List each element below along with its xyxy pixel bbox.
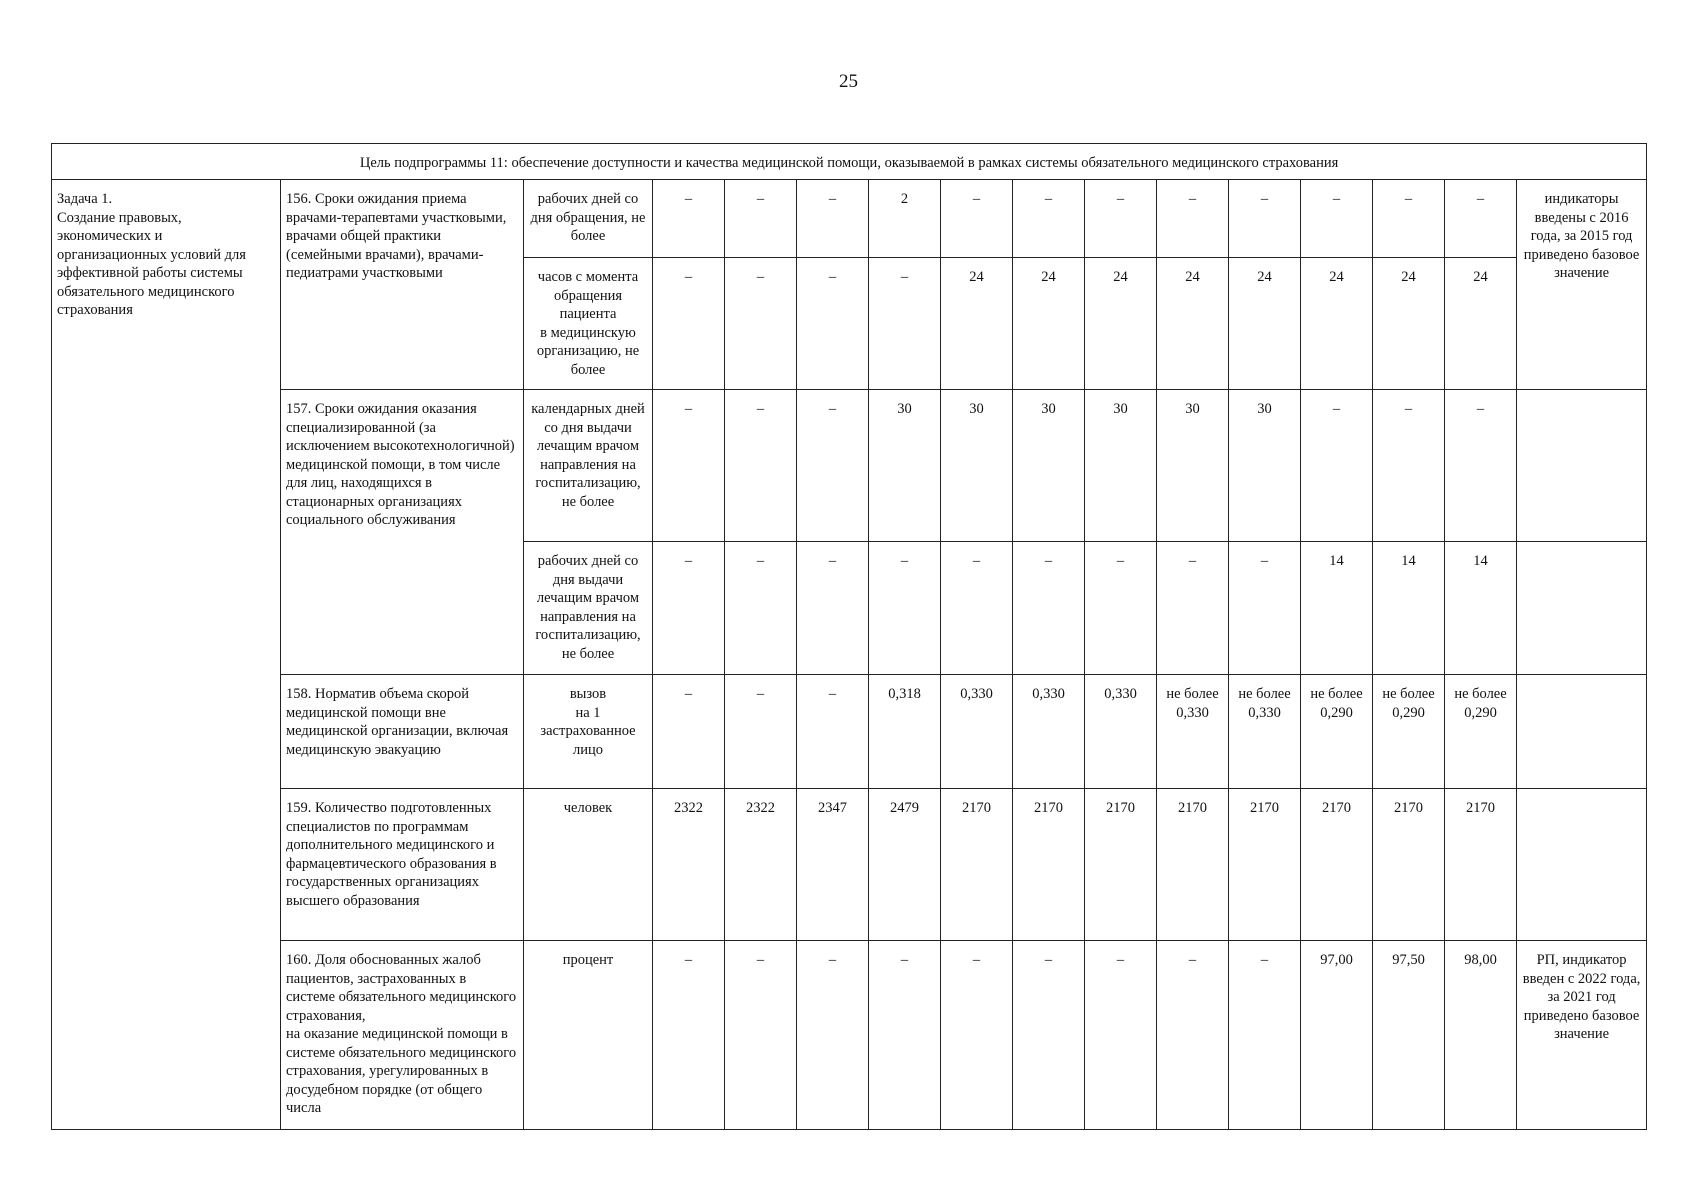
goal-row [52,144,1647,180]
value-cell: – [941,542,1013,675]
value-cell: не более 0,290 [1373,675,1445,789]
value-cell: – [1229,180,1301,258]
value-cell: 2170 [1301,789,1373,941]
unit-cell [524,675,653,789]
value-cell: 24 [1445,258,1517,390]
indicator-cell: 158. Норматив объема скорой медицинской помощи вне медицинской организации, включая медицинскую эвакуацию [281,675,524,789]
value-cell: 2170 [1085,789,1157,941]
task-text: Задача 1. Создание правовых, экономических и организационных условий для эффективной работы системы обязательного медицинского страхования [57,191,246,318]
value-cell: 30 [1229,390,1301,542]
value-cell: – [797,941,869,1130]
value-cell: – [1013,180,1085,258]
value-cell: – [653,542,725,675]
unit-cell: человек [524,789,653,941]
value-cell: 2170 [1445,789,1517,941]
value-cell: 2170 [1157,789,1229,941]
value-cell: 14 [1373,542,1445,675]
value-cell: 2170 [1373,789,1445,941]
value-cell: – [1373,180,1445,258]
value-cell: – [1445,180,1517,258]
value-cell: – [1013,542,1085,675]
unit-text: вызов на 1 застрахованное лицо [540,686,636,758]
value-cell: – [1301,390,1373,542]
table-row [52,675,1647,789]
value-cell: 24 [941,258,1013,390]
value-cell: 30 [869,390,941,542]
value-cell: 98,00 [1445,941,1517,1130]
value-cell: 14 [1445,542,1517,675]
value-cell: 97,50 [1373,941,1445,1130]
value-cell: – [797,180,869,258]
indicator-cell: 157. Сроки ожидания оказания специализированной (за исключением высокотехнологичной) медицинской помощи, в том числе для лиц, находящихся в стационарных организациях социального обслуживания [281,390,524,675]
value-cell: 0,330 [1013,675,1085,789]
note-cell [1517,675,1647,789]
value-cell: 0,318 [869,675,941,789]
value-cell: – [941,180,1013,258]
value-cell: – [869,542,941,675]
value-cell: – [725,180,797,258]
value-cell: – [725,675,797,789]
table-row [52,941,1647,1130]
value-cell: 24 [1301,258,1373,390]
value-cell: – [653,675,725,789]
goal-cell: Цель подпрограммы 11: обеспечение доступности и качества медицинской помощи, оказываемой в рамках системы обязательного медицинского страхования [52,144,1647,180]
value-cell: 24 [1013,258,1085,390]
value-cell: – [725,941,797,1130]
value-cell: – [653,180,725,258]
value-cell: 2347 [797,789,869,941]
value-cell: не более 0,290 [1445,675,1517,789]
value-cell: 2170 [941,789,1013,941]
value-cell: 2322 [725,789,797,941]
value-cell: не более 0,330 [1157,675,1229,789]
value-cell: 2170 [1229,789,1301,941]
value-cell: – [869,258,941,390]
value-cell: – [653,941,725,1130]
value-cell: – [725,542,797,675]
task-cell [52,180,281,1130]
note-cell [1517,390,1647,542]
value-cell: 14 [1301,542,1373,675]
note-cell [1517,542,1647,675]
value-cell: 24 [1157,258,1229,390]
value-cell: 24 [1085,258,1157,390]
value-cell: 2 [869,180,941,258]
value-cell: 30 [1157,390,1229,542]
table-row [52,390,1647,542]
note-cell [1517,789,1647,941]
value-cell: не более 0,330 [1229,675,1301,789]
unit-cell: календарных дней со дня выдачи лечащим врачом направления на госпитализацию, не более [524,390,653,542]
value-cell: – [1445,390,1517,542]
value-cell: 30 [941,390,1013,542]
indicator-cell: 156. Сроки ожидания приема врачами-терапевтами участковыми, врачами общей практики (семейными врачами), врачами-педиатрами участковыми [281,180,524,390]
value-cell: – [797,390,869,542]
indicator-cell [281,941,524,1130]
indicators-table [51,143,1647,1130]
indicator-text: 160. Доля обоснованных жалоб пациентов, застрахованных в системе обязательного медицинского страхования, на оказание медицинской помощи в системе обязательного медицинского страхования, урегулированных в досудебном порядке (от общего числа [286,952,517,1116]
value-cell: – [653,258,725,390]
value-cell: – [797,258,869,390]
value-cell: не более 0,290 [1301,675,1373,789]
value-cell: – [1085,542,1157,675]
value-cell: 0,330 [1085,675,1157,789]
value-cell: – [1157,542,1229,675]
unit-cell [524,258,653,390]
note-cell: РП, индикатор введен с 2022 года, за 2021 год приведено базовое значение [1517,941,1647,1130]
value-cell: – [797,675,869,789]
value-cell: – [941,941,1013,1130]
value-cell: – [725,390,797,542]
value-cell: – [1229,941,1301,1130]
value-cell: – [725,258,797,390]
value-cell: 2479 [869,789,941,941]
value-cell: – [1229,542,1301,675]
value-cell: 24 [1229,258,1301,390]
value-cell: – [869,941,941,1130]
value-cell: – [1373,390,1445,542]
value-cell: – [653,390,725,542]
unit-cell: процент [524,941,653,1130]
page-number: 25 [839,71,858,92]
indicator-cell: 159. Количество подготовленных специалистов по программам дополнительного медицинского и фармацевтического образования в государственных организациях высшего образования [281,789,524,941]
note-cell: индикаторы введены с 2016 года, за 2015 год приведено базовое значение [1517,180,1647,390]
value-cell: – [1085,941,1157,1130]
value-cell: 30 [1085,390,1157,542]
unit-cell: рабочих дней со дня обращения, не более [524,180,653,258]
unit-text: часов с момента обращения пациента в медицинскую организацию, не более [536,269,640,378]
table-row [52,789,1647,941]
value-cell: – [1157,941,1229,1130]
value-cell: 2322 [653,789,725,941]
value-cell: 2170 [1013,789,1085,941]
value-cell: 97,00 [1301,941,1373,1130]
value-cell: – [1085,180,1157,258]
value-cell: 0,330 [941,675,1013,789]
unit-cell: рабочих дней со дня выдачи лечащим врачом направления на госпитализацию, не более [524,542,653,675]
value-cell: – [1301,180,1373,258]
value-cell: – [1013,941,1085,1130]
value-cell: 24 [1373,258,1445,390]
table-row [52,180,1647,258]
value-cell: 30 [1013,390,1085,542]
value-cell: – [797,542,869,675]
value-cell: – [1157,180,1229,258]
